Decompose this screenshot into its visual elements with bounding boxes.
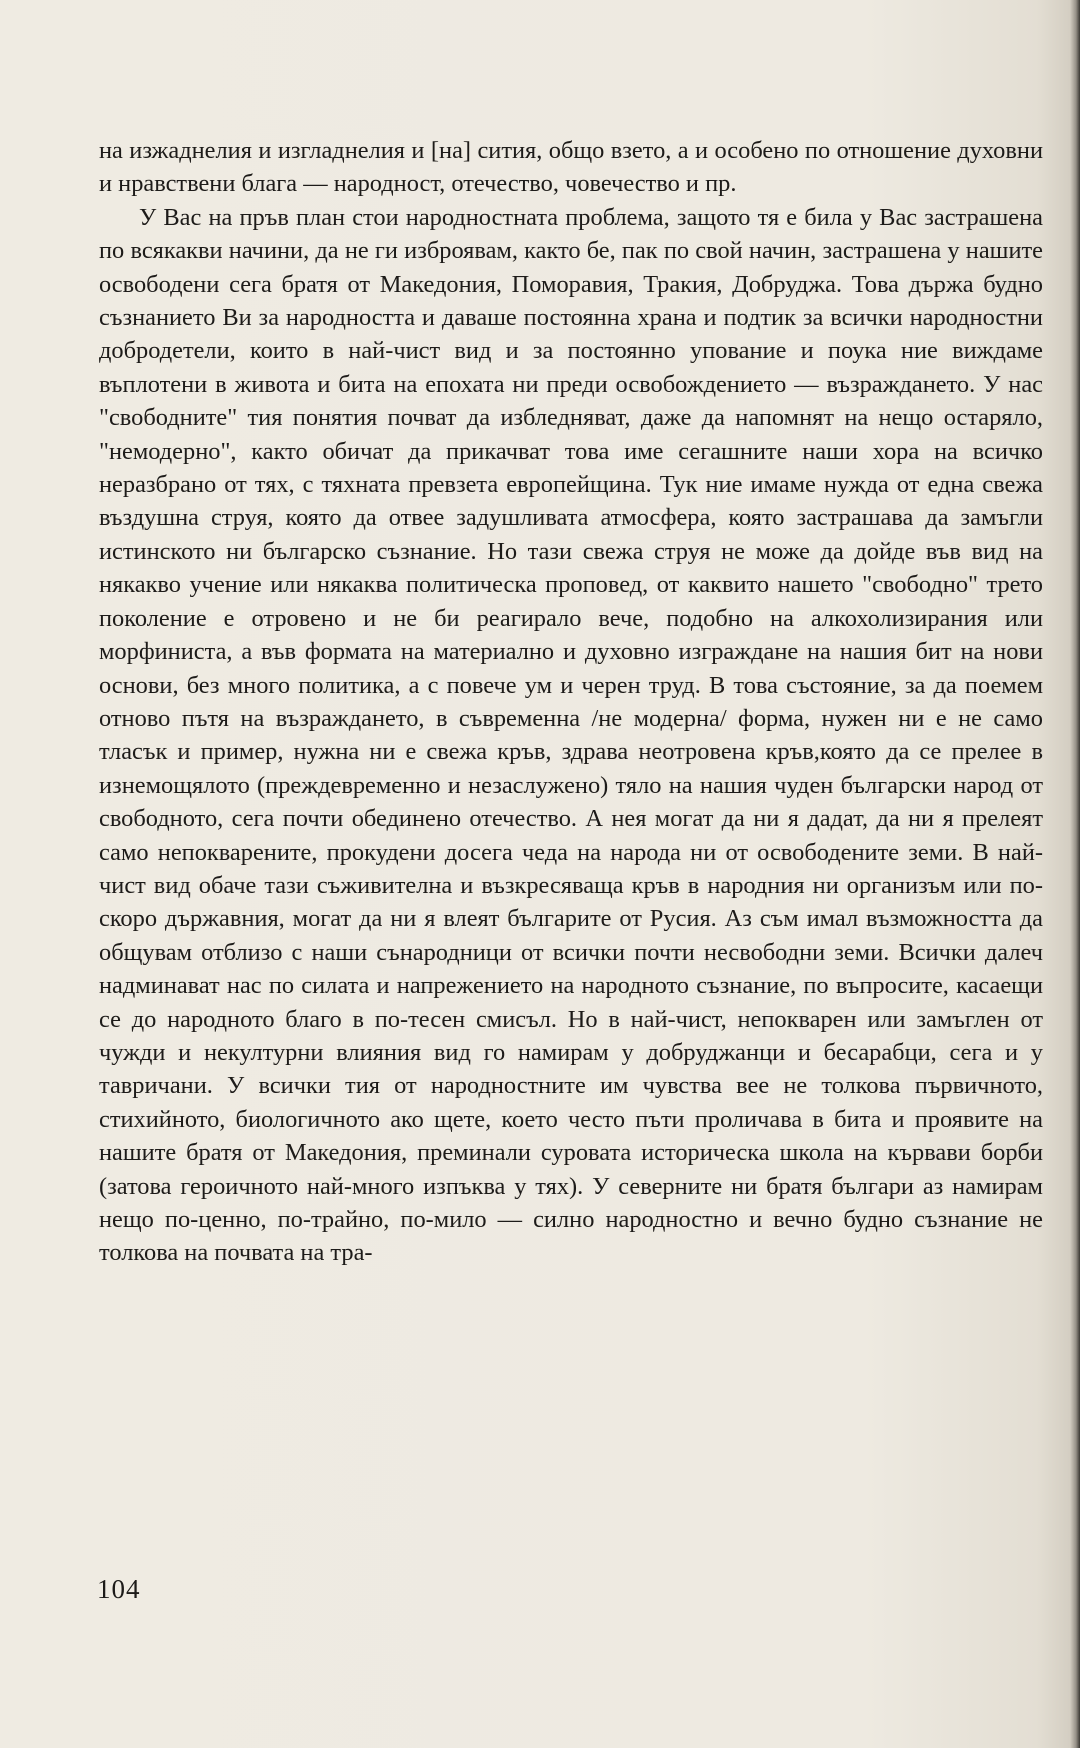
page-edge-shadow	[1070, 0, 1080, 1748]
page-number: 104	[97, 1574, 141, 1604]
paragraph-main: У Вас на пръв план стои народностната проблема, защото тя е била у Вас застрашена по всякакви начини, да не ги изброявам, както бе, пак по свой начин, застрашена у нашите освободени сега братя от Македония, Поморавия, Тракия, Добруджа. Това държа будно съзнанието Ви за народността и даваше постоянна храна и подтик за всички народностни добродетели, които в най-чист вид и за постоянно упование и поука ние виждаме въплотени в живота и бита на епохата ни преди освобождението — възраждането. У нас "свободните" тия понятия почват да избледняват, даже да напомнят на нещо остаряло, "немодерно", както обичат да прикачват това име сегашните наши хора на всичко неразбрано от тях, с тяхната превзета европейщина. Тук ние имаме нужда от една свежа въздушна струя, която да отвее задушливата атмосфера, която застрашава да замъгли истинското ни българско съзнание. Но тази свежа струя не може да дойде във вид на някакво учение или някаква политическа проповед, от каквито нашето "свободно" трето поколение е отровено и не би реагирало вече, подобно на алкохолизирания или морфиниста, а във формата на материално и духовно изграждане на нашия бит на нови основи, без много политика, а с повече ум и черен труд. В това състояние, за да поемем отново пътя на възраждането, в съвременна /не модерна/ форма, нужен ни е не само тласък и пример, нужна ни е свежа кръв, здрава неотровена кръв,която да се прелее в изнемощялото (преждевременно и незаслужено) тяло на нашия чуден български народ от свободното, сега почти обединено отечество. А нея могат да ни я дадат, да ни я прелеят само непокварените, прокудени досега чеда на народа ни от освободените земи. В най-чист вид обаче тази съживителна и възкресяваща кръв в народния ни организъм или по-скоро държавния, могат да ни я влеят българите от Русия. Аз съм имал възможността да общувам отблизо с наши сънародници от всички почти несвободни земи. Всички далеч надминават нас по силата и напрежението на народното съзнание, по въпросите, касаещи се до народното благо в по-тесен смисъл. Но в най-чист, непокварен или замъглен от чужди и некултурни влияния вид го намирам у добруджанци и бесарабци, сега и у тавричани. У всички тия от народностните им чувства вее не толкова първичното, стихийното, биологичното ако щете, което често пъти проличава в бита и проявите на нашите братя от Македония, преминали суровата историческа школа на кървави борби (затова героичното най-много изпъква у тях). У северните ни братя българи аз намирам нещо по-ценно, по-трайно, по-мило — силно народностно и вечно будно съзнание не толкова на почвата на тра-	[99, 203, 1043, 1267]
paragraph-continuation: на изжаднелия и изгладнелия и [на] сития, общо взето, а и особено по отношение духовни и нравствени блага — народност, отечество, човечество и пр.	[99, 137, 1043, 198]
body-text	[99, 134, 1043, 1270]
